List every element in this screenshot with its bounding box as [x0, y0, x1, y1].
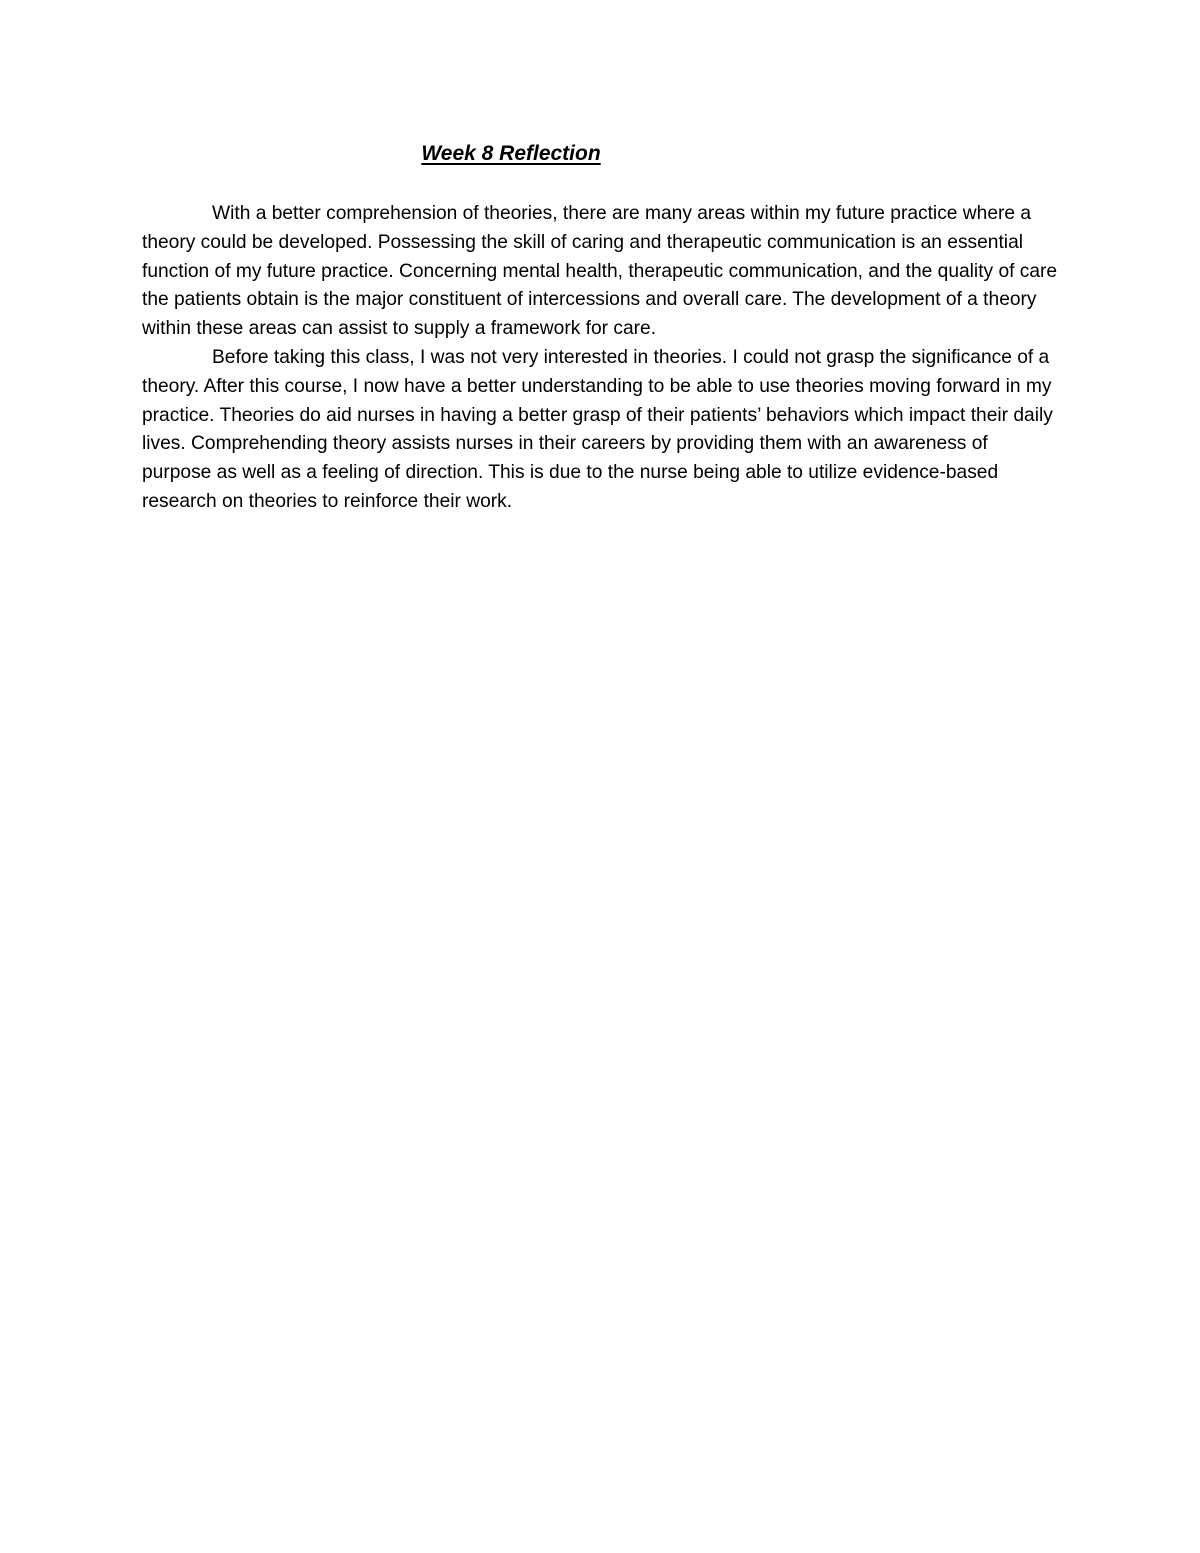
paragraph-1: With a better comprehension of theories, there are many areas within my future practice where a theory could be developed. Possessing the skill of caring and therapeutic communication is an essential function of my future practice. Concerning mental health, therapeutic communication, and the quality of care the patients obtain is the major constituent of intercessions and overall care. The development of a theory within these areas can assist to supply a framework for care. — [142, 203, 1058, 340]
paragraph-2: Before taking this class, I was not very interested in theories. I could not grasp the significance of a theory. After this course, I now have a better understanding to be able to use theories moving forward in my practice. Theories do aid nurses in having a better grasp of their patients’ behaviors which impact their daily lives. Comprehending theory assists nurses in their careers by providing them with an awareness of purpose as well as a feeling of direction. This is due to the nurse being able to utilize evidence-based research on theories to reinforce their work. — [142, 346, 1053, 512]
document-body — [142, 200, 1058, 517]
document-title: Week 8 Reflection — [421, 142, 601, 165]
